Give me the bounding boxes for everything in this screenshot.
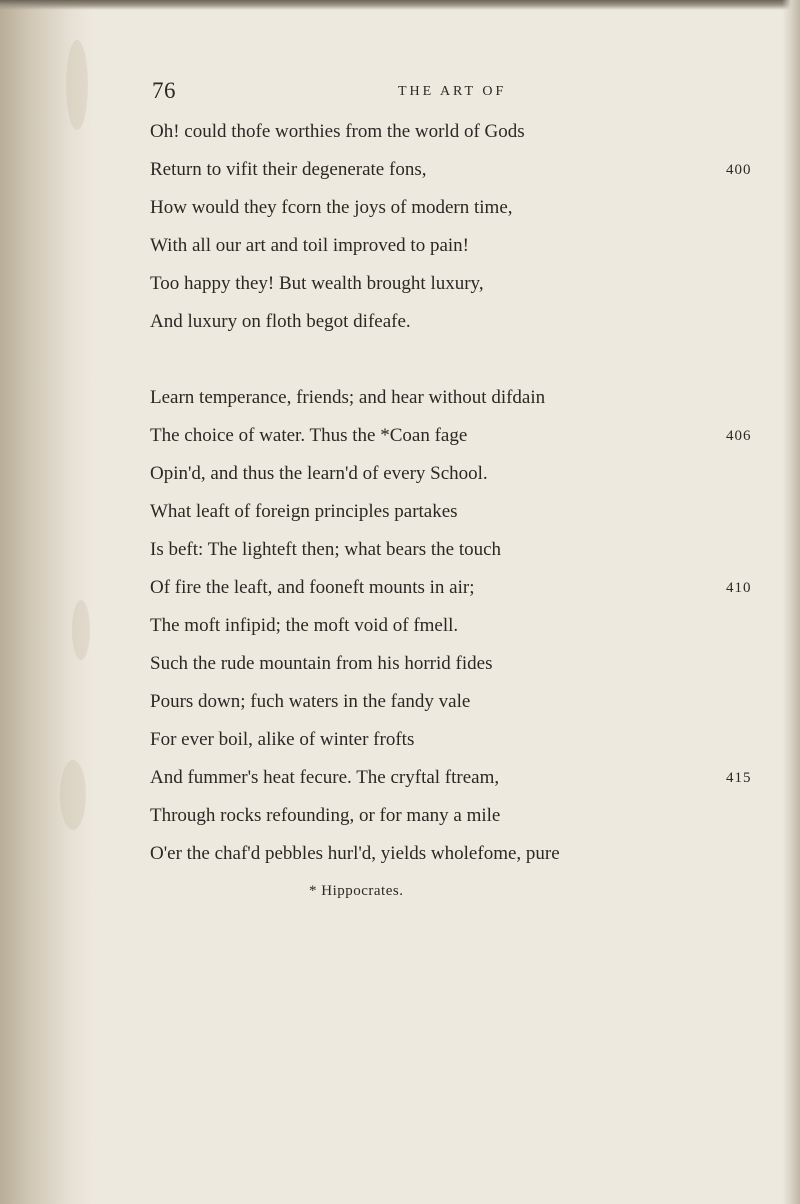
verse-line (150, 797, 780, 835)
right-page-edge (782, 0, 800, 1204)
page-header (0, 76, 800, 106)
verse-line-text: Pours down; fuch waters in the fandy vale (150, 691, 471, 712)
verse-line-text: The moft infipid; the moft void of fmell. (150, 615, 459, 636)
verse-line (150, 531, 780, 569)
verse-line (150, 113, 780, 151)
paper-stain (60, 760, 86, 830)
verse-line-text: Through rocks refounding, or for many a mile (150, 805, 501, 826)
verse-line (150, 151, 780, 189)
verse-line (150, 417, 780, 455)
verse-line (150, 645, 780, 683)
verse-line-text: Learn temperance, friends; and hear without difdain (150, 387, 546, 408)
verse-line-text: Opin'd, and thus the learn'd of every School. (150, 463, 488, 484)
verse-line-text: Oh! could thofe worthies from the world of Gods (150, 121, 525, 142)
line-number: 410 (726, 580, 752, 596)
verse-line-text: O'er the chaf'd pebbles hurl'd, yields wholefome, pure (150, 843, 560, 864)
verse-line (150, 835, 780, 873)
verse-line (150, 227, 780, 265)
verse-line (150, 759, 780, 797)
verse-line (150, 493, 780, 531)
verse-line (150, 265, 780, 303)
verse-line-text: And luxury on floth begot difeafe. (150, 311, 411, 332)
verse-line (150, 569, 780, 607)
verse-block (150, 113, 780, 873)
verse-line (150, 303, 780, 341)
verse-line-text: And fummer's heat fecure. The cryftal ftream, (150, 767, 500, 788)
line-number: 406 (726, 428, 752, 444)
verse-line-text: Of fire the leaft, and fooneft mounts in air; (150, 577, 475, 598)
line-number: 400 (726, 162, 752, 178)
verse-line-text: For ever boil, alike of winter frofts (150, 729, 415, 750)
verse-line (150, 721, 780, 759)
verse-line-text: Such the rude mountain from his horrid fides (150, 653, 493, 674)
verse-line-text: Is beft: The lighteft then; what bears the touch (150, 539, 502, 560)
running-head: THE ART OF (398, 84, 507, 99)
page-number: 76 (152, 78, 176, 103)
paper-stain (72, 600, 90, 660)
verse-line-text: The choice of water. Thus the *Coan fage (150, 425, 468, 446)
verse-line-text: Return to vifit their degenerate fons, (150, 159, 427, 180)
verse-line (150, 379, 780, 417)
verse-line-text: How would they fcorn the joys of modern time, (150, 197, 513, 218)
verse-line (150, 189, 780, 227)
verse-line (150, 683, 780, 721)
verse-line (150, 455, 780, 493)
verse-line-text: With all our art and toil improved to pain! (150, 235, 469, 256)
verse-line-text: Too happy they! But wealth brought luxury, (150, 273, 484, 294)
top-page-edge (0, 0, 800, 10)
footnote: * Hippocrates. (309, 883, 404, 899)
verse-line-text: What leaft of foreign principles partakes (150, 501, 458, 522)
verse-line (150, 607, 780, 645)
line-number: 415 (726, 770, 752, 786)
